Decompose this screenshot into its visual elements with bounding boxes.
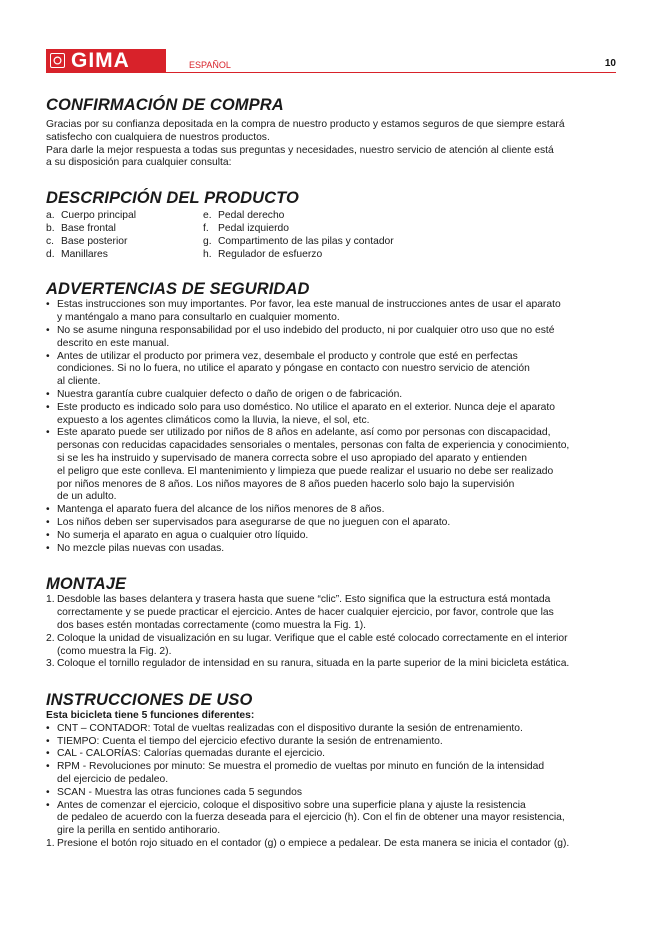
parts-column-1 (46, 210, 203, 261)
section-title: DESCRIPCIÓN DEL PRODUCTO (46, 189, 299, 208)
list-item: • Los niños deben ser supervisados para asegurarse de que no jueguen con el aparato. (46, 517, 618, 530)
section-instrucciones (46, 690, 618, 851)
gima-logo (46, 49, 166, 72)
instructions-intro: Esta bicicleta tiene 5 funciones diferentes: (46, 710, 255, 722)
list-item: 1. Desdoble las bases delantera y trasera hasta que suene “clic”. Esto significa que la estructura está montada correctamente y se puede practicar el ejercicio. Antes de hacer cualquier ejercicio, por favor, controle que las dos bases estén montadas correctamente (como muestra la Fig. 1). (46, 594, 554, 631)
list-item: c. Base posterior (46, 235, 128, 247)
list-item: e. Pedal derecho (203, 210, 285, 222)
list-item: a. Cuerpo principal (46, 210, 136, 222)
list-item: 1. Presione el botón rojo situado en el contador (g) o empiece a pedalear. De esta manera se inicia el contador (g). (46, 838, 570, 850)
logo-emblem-icon (50, 53, 65, 68)
list-item: • Antes de utilizar el producto por primera vez, desembale el producto y controle que esté en perfectas condiciones. Si no lo fuera, no utilice el aparato y póngase en contacto con nuestro servicio de atención al cliente. (46, 351, 618, 389)
header-divider (46, 72, 616, 73)
assembly-steps (46, 594, 618, 671)
section-confirmacion (46, 95, 618, 170)
list-item: h. Regulador de esfuerzo (203, 248, 323, 260)
section-title: INSTRUCCIONES DE USO (46, 691, 253, 710)
list-item: 2. Coloque la unidad de visualización en su lugar. Verifique que el cable esté colocado correctamente en el interior (como muestra la Fig. 2). (46, 632, 568, 657)
parts-list (46, 210, 618, 261)
list-item: d. Manillares (46, 248, 108, 260)
page-number: 10 (604, 58, 616, 69)
logo-text: GIMA (71, 49, 130, 72)
list-item: • No sumerja el aparato en agua o cualquier otro líquido. (46, 530, 618, 543)
section-montaje (46, 574, 618, 671)
page-header (46, 49, 616, 73)
list-item: • Estas instrucciones son muy importantes. Por favor, lea este manual de instrucciones antes de usar el aparato y manténgalo a mano para consultarlo en cualquier momento. (46, 299, 618, 325)
section-descripcion (46, 188, 618, 261)
list-item: • CNT – CONTADOR: Total de vueltas realizadas con el dispositivo durante la sesión de entrenamiento. (46, 723, 618, 736)
language-label: ESPAÑOL (189, 60, 231, 70)
page-content (46, 95, 618, 868)
list-item: • TIEMPO: Cuenta el tiempo del ejercicio efectivo durante la sesión de entrenamiento. (46, 736, 618, 749)
usage-steps (46, 838, 618, 851)
section-title: CONFIRMACIÓN DE COMPRA (46, 96, 284, 114)
list-item: • Nuestra garantía cubre cualquier defecto o daño de origen o de fabricación. (46, 389, 618, 402)
confirmacion-text: Gracias por su confianza depositada en la compra de nuestro producto y estamos seguros de que siempre estará satisfecho con cualquiera de nuestros productos. Para darle la mejor respuesta a todas sus preguntas y necesidades, nuestro servicio de atención al cliente está a su disposición para cualquier consulta: (46, 119, 565, 169)
list-item: • SCAN - Muestra las otras funciones cada 5 segundos (46, 787, 618, 800)
list-item: b. Base frontal (46, 222, 116, 234)
list-item: • No se asume ninguna responsabilidad por el uso indebido del producto, ni por cualquier otro uso que no esté descrito en este manual. (46, 325, 618, 351)
list-item: 3. Coloque el tornillo regulador de intensidad en su ranura, situada en la parte superior de la mini bicicleta estática. (46, 658, 570, 670)
warnings-list (46, 299, 618, 555)
list-item: • CAL - CALORÍAS: Calorías quemadas durante el ejercicio. (46, 748, 618, 761)
section-advertencias (46, 279, 618, 555)
functions-list (46, 723, 618, 838)
section-title: MONTAJE (46, 575, 127, 594)
list-item: • Mantenga el aparato fuera del alcance de los niños menores de 8 años. (46, 504, 618, 517)
list-item: • RPM - Revoluciones por minuto: Se muestra el promedio de vueltas por minuto en función de la intensidad del ejercicio de pedaleo. (46, 761, 618, 787)
parts-column-2 (203, 210, 394, 261)
list-item: • Antes de comenzar el ejercicio, coloque el dispositivo sobre una superficie plana y ajuste la resistencia de pedaleo de acuerdo con la fuerza deseada para el ejercicio (h). Con el fin de obtener una mayor resistencia, gire la perilla en sentido antihorario. (46, 800, 618, 838)
list-item: • No mezcle pilas nuevas con usadas. (46, 543, 618, 556)
section-title: ADVERTENCIAS DE SEGURIDAD (46, 280, 310, 299)
list-item: • Este producto es indicado solo para uso doméstico. No utilice el aparato en el exterior. Nunca deje el aparato expuesto a los agentes climáticos como la lluvia, la nieve, el sol, etc. (46, 402, 618, 428)
list-item: f. Pedal izquierdo (203, 222, 289, 234)
list-item: • Este aparato puede ser utilizado por niños de 8 años en adelante, así como por personas con discapacidad, personas con reducidas capacidades sensoriales o mentales, personas con falta de experiencia y conocimiento, si se les ha instruido y supervisado de manera correcta sobre el uso apropiado del aparato y entienden el peligro que este conlleva. El mantenimiento y limpieza que puede realizar el usuario no debe ser realizado por niños menores de 8 años. Los niños mayores de 8 años pueden hacerlo solo bajo la supervisión de un adulto. (46, 427, 618, 504)
list-item: g. Compartimento de las pilas y contador (203, 235, 394, 247)
